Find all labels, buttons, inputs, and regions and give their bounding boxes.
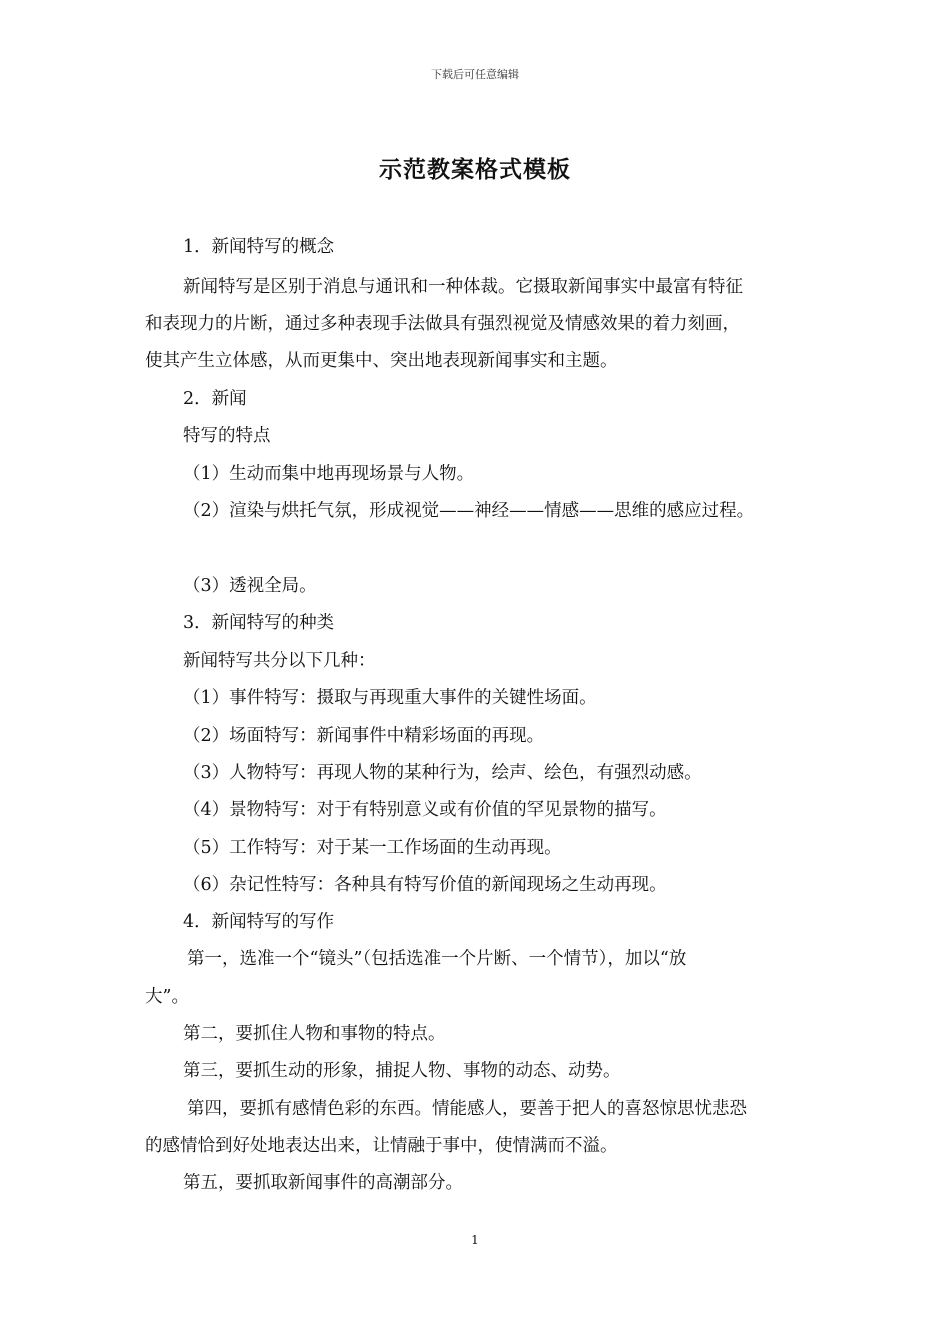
paragraph-line: 第二，要抓住人物和事物的特点。	[183, 1024, 446, 1044]
section-heading-3: 3．新闻特写的种类	[183, 613, 335, 633]
paragraph-line: 第四，要抓有感情色彩的东西。情能感人，要善于把人的喜怒惊思忧悲恐	[187, 1099, 747, 1119]
list-item: （6）杂记性特写：各种具有特写价值的新闻现场之生动再现。	[183, 875, 667, 895]
paragraph-line: 第一，选准一个“镜头”（包括选准一个片断、一个情节），加以“放	[187, 949, 687, 969]
paragraph-line: 大”。	[145, 987, 189, 1007]
section-heading-1: 1．新闻特写的概念	[183, 237, 335, 257]
list-item: （3）透视全局。	[183, 576, 317, 596]
paragraph-line: 第五，要抓取新闻事件的高潮部分。	[183, 1173, 463, 1193]
paragraph-line: 第三，要抓生动的形象，捕捉人物、事物的动态、动势。	[183, 1061, 621, 1081]
list-item: （3）人物特写：再现人物的某种行为，绘声、绘色，有强烈动感。	[183, 763, 702, 783]
section-heading-4: 4．新闻特写的写作	[183, 912, 335, 932]
list-item: （2）渲染与烘托气氛，形成视觉——神经——情感——思维的感应过程。	[183, 501, 755, 521]
paragraph-line: 和表现力的片断，通过多种表现手法做具有强烈视觉及情感效果的着力刻画，	[145, 314, 740, 334]
list-item: （1）事件特写：摄取与再现重大事件的关键性场面。	[183, 688, 597, 708]
page-header: 下载后可任意编辑	[431, 68, 519, 81]
paragraph-line: 新闻特写是区别于消息与通讯和一种体裁。它摄取新闻事实中最富有特征	[183, 277, 743, 297]
paragraph-line: 新闻特写共分以下几种：	[183, 651, 376, 671]
paragraph-line: 的感情恰到好处地表达出来，让情融于事中，使情满而不溢。	[145, 1136, 618, 1156]
list-item: （4）景物特写：对于有特别意义或有价值的罕见景物的描写。	[183, 800, 667, 820]
paragraph-line: 特写的特点	[183, 426, 271, 446]
list-item: （1）生动而集中地再现场景与人物。	[183, 464, 475, 484]
list-item: （5）工作特写：对于某一工作场面的生动再现。	[183, 838, 562, 858]
list-item: （2）场面特写：新闻事件中精彩场面的再现。	[183, 726, 545, 746]
section-heading-2: 2．新闻	[183, 389, 247, 409]
page-number: 1	[471, 1233, 479, 1247]
document-title: 示范教案格式模板	[379, 156, 571, 183]
paragraph-line: 使其产生立体感，从而更集中、突出地表现新闻事实和主题。	[145, 351, 618, 371]
